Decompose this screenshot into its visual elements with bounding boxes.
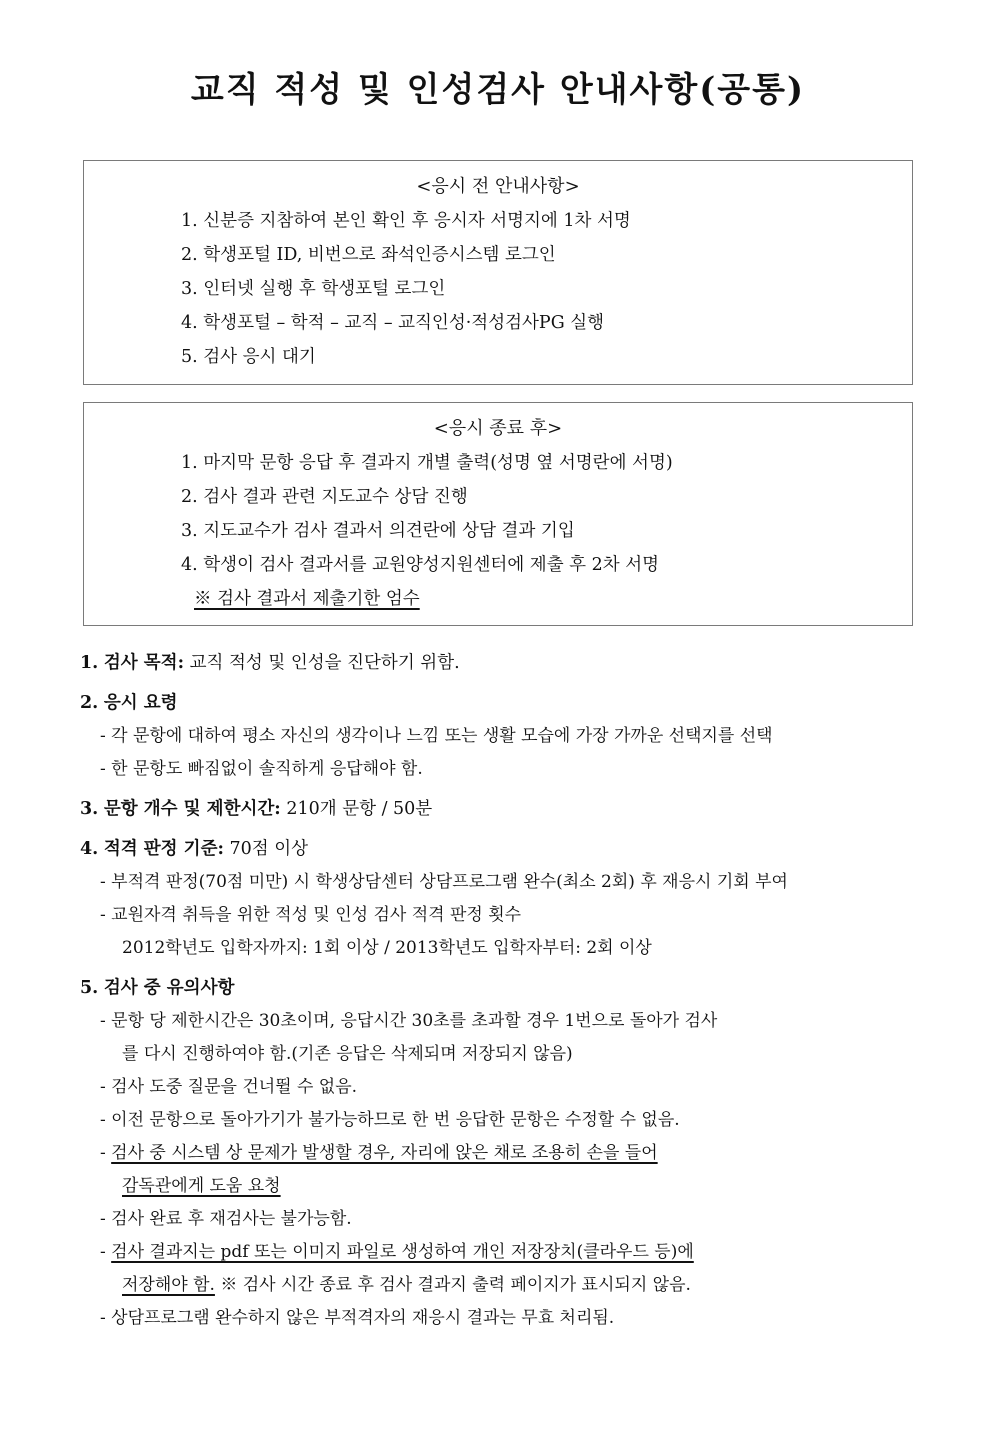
bullet-item: - 각 문항에 대하여 평소 자신의 생각이나 느낌 또는 생활 모습에 가장 가까운 선택지를 선택 bbox=[100, 726, 773, 746]
section-how-to bbox=[80, 686, 930, 786]
section-criteria bbox=[80, 832, 930, 965]
bullet-continuation bbox=[80, 1269, 930, 1302]
section-count-time bbox=[80, 792, 930, 826]
guidelines bbox=[80, 646, 930, 1341]
section-number: 5. bbox=[80, 978, 99, 998]
section-heading: 검사 중 유의사항 bbox=[103, 978, 235, 998]
bullet-item: - 이전 문항으로 돌아가기가 불가능하므로 한 번 응답한 문항은 수정할 수 없음. bbox=[100, 1110, 680, 1130]
bullet-item: - 검사 도중 질문을 건너뛸 수 없음. bbox=[100, 1077, 358, 1097]
before-exam-item: 2. 학생포털 ID, 비번으로 좌석인증시스템 로그인 bbox=[181, 245, 556, 265]
bullet-dash: - bbox=[100, 1242, 112, 1262]
section-number: 1. bbox=[80, 653, 99, 673]
bullet-continuation: 를 다시 진행하여야 함.(기존 응답은 삭제되며 저장되지 않음) bbox=[122, 1044, 573, 1064]
section-text: 70점 이상 bbox=[229, 839, 309, 859]
bullet-dash: - bbox=[100, 1143, 112, 1163]
emphasis-text: 검사 결과지는 pdf 또는 이미지 파일로 생성하여 개인 저장장치(클라우드 등)에 bbox=[111, 1242, 694, 1262]
before-exam-item: 3. 인터넷 실행 후 학생포털 로그인 bbox=[181, 279, 446, 299]
bullet-item: - 부적격 판정(70점 미만) 시 학생상담센터 상담프로그램 완수(최소 2회) 후 재응시 기회 부여 bbox=[100, 872, 788, 892]
note-text: ※ 검사 시간 종료 후 검사 결과지 출력 페이지가 표시되지 않음. bbox=[214, 1275, 691, 1295]
after-exam-item: 1. 마지막 문항 응답 후 결과지 개별 출력(성명 옆 서명란에 서명) bbox=[181, 453, 673, 473]
section-purpose bbox=[80, 646, 930, 680]
bullet-continuation bbox=[80, 1170, 930, 1203]
after-exam-list bbox=[84, 446, 912, 582]
bullet-continuation: 2012학년도 입학자까지: 1회 이상 / 2013학년도 입학자부터: 2회 이상 bbox=[122, 938, 652, 958]
page-title: 교직 적성 및 인성검사 안내사항(공통) bbox=[190, 70, 806, 110]
after-exam-item: 4. 학생이 검사 결과서를 교원양성지원센터에 제출 후 2차 서명 bbox=[181, 555, 660, 575]
section-heading: 응시 요령 bbox=[103, 693, 178, 713]
emphasis-text: 저장해야 함. bbox=[122, 1275, 215, 1295]
after-exam-heading: <응시 종료 후> bbox=[433, 418, 563, 439]
deadline-note bbox=[84, 582, 912, 616]
section-number: 3. bbox=[80, 799, 99, 819]
section-precautions bbox=[80, 971, 930, 1335]
section-heading: 적격 판정 기준: bbox=[103, 839, 224, 859]
deadline-note-text: ※ 검사 결과서 제출기한 엄수 bbox=[194, 589, 420, 609]
before-exam-heading: <응시 전 안내사항> bbox=[416, 176, 580, 197]
before-exam-item: 4. 학생포털 – 학적 – 교직 – 교직인성·적성검사PG 실행 bbox=[181, 313, 605, 333]
emphasis-text: 감독관에게 도움 요청 bbox=[122, 1176, 281, 1196]
before-exam-item: 5. 검사 응시 대기 bbox=[181, 347, 316, 367]
bullet-item-emphasis bbox=[80, 1137, 930, 1170]
bullet-item: - 교원자격 취득을 위한 적성 및 인성 검사 적격 판정 횟수 bbox=[100, 905, 522, 925]
after-exam-item: 3. 지도교수가 검사 결과서 의견란에 상담 결과 기입 bbox=[181, 521, 575, 541]
before-exam-box bbox=[83, 160, 913, 385]
section-number: 4. bbox=[80, 839, 99, 859]
before-exam-list bbox=[84, 204, 912, 374]
section-text: 교직 적성 및 인성을 진단하기 위함. bbox=[189, 653, 460, 673]
section-heading: 검사 목적: bbox=[103, 653, 185, 673]
before-exam-item: 1. 신분증 지참하여 본인 확인 후 응시자 서명지에 1차 서명 bbox=[181, 211, 631, 231]
after-exam-box bbox=[83, 402, 913, 626]
bullet-item: - 한 문항도 빠짐없이 솔직하게 응답해야 함. bbox=[100, 759, 423, 779]
bullet-item: - 검사 완료 후 재검사는 불가능함. bbox=[100, 1209, 352, 1229]
bullet-item: - 상담프로그램 완수하지 않은 부적격자의 재응시 결과는 무효 처리됨. bbox=[100, 1308, 615, 1328]
section-text: 210개 문항 / 50분 bbox=[286, 799, 433, 819]
bullet-item-emphasis bbox=[80, 1236, 930, 1269]
after-exam-item: 2. 검사 결과 관련 지도교수 상담 진행 bbox=[181, 487, 468, 507]
emphasis-text: 검사 중 시스템 상 문제가 발생할 경우, 자리에 앉은 채로 조용히 손을 들어 bbox=[111, 1143, 658, 1163]
section-number: 2. bbox=[80, 693, 99, 713]
bullet-item: - 문항 당 제한시간은 30초이며, 응답시간 30초를 초과할 경우 1번으로 돌아가 검사 bbox=[100, 1011, 718, 1031]
section-heading: 문항 개수 및 제한시간: bbox=[103, 799, 281, 819]
